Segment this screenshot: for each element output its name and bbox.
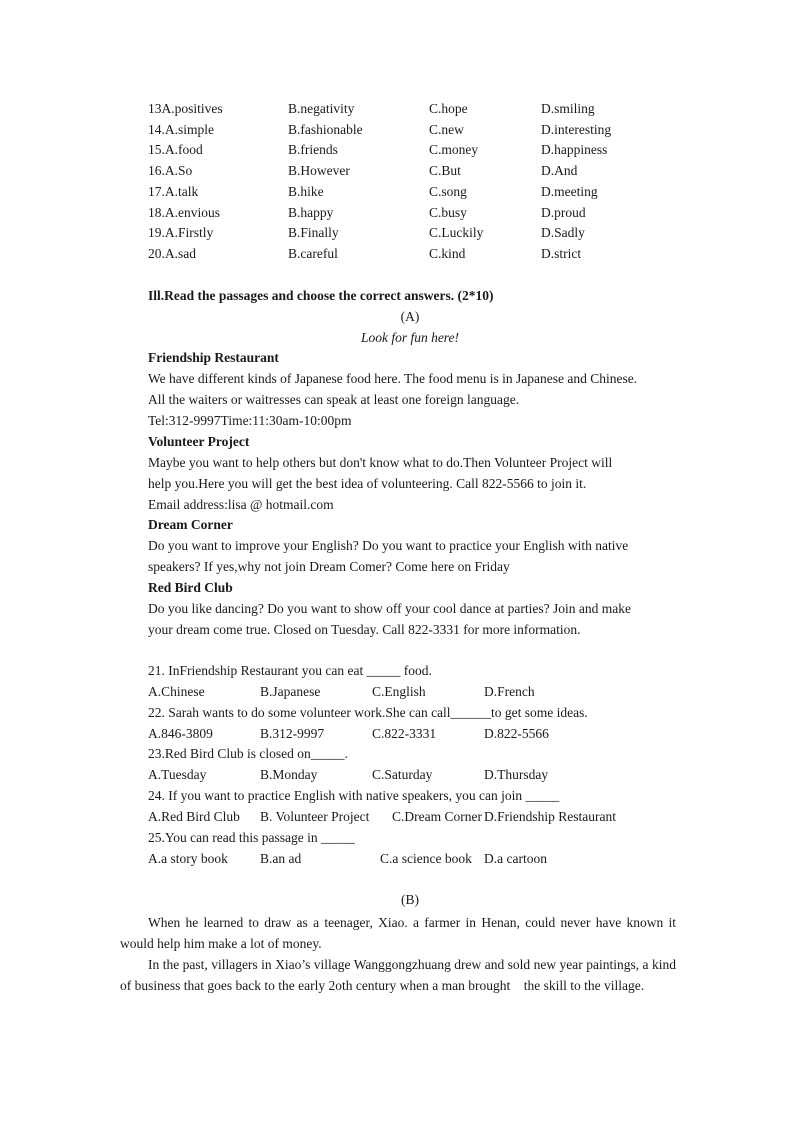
option-d: D.interesting (541, 122, 612, 137)
option-c: C.kind (429, 246, 466, 261)
option-b: B.careful (288, 246, 338, 261)
ad-line: your dream come true. Closed on Tuesday. Call 822-3331 for more information. (148, 622, 581, 637)
section-heading: Ill.Read the passages and choose the correct answers. (2*10) (148, 288, 494, 303)
option-a: 19.A.Firstly (148, 225, 214, 240)
option-c: C.new (429, 122, 464, 137)
option-b: B.Monday (260, 767, 318, 782)
option-c: C.Dream Corner (392, 809, 482, 824)
option-a: 20.A.sad (148, 246, 196, 261)
option-a: A.a story book (148, 851, 228, 866)
question-text: 25.You can read this passage in _____ (148, 830, 355, 845)
option-a: 17.A.talk (148, 184, 199, 199)
option-c: C.money (429, 142, 479, 157)
option-b: B.fashionable (288, 122, 363, 137)
option-d: D.meeting (541, 184, 598, 199)
option-a: A.Tuesday (148, 767, 207, 782)
option-a: A.846-3809 (148, 726, 213, 741)
option-b: B.312-9997 (260, 726, 325, 741)
ad-title: Friendship Restaurant (148, 350, 279, 365)
option-c: C.hope (429, 101, 468, 116)
option-b: B.However (288, 163, 350, 178)
option-d: D.Thursday (484, 767, 549, 782)
option-b: B.an ad (260, 851, 302, 866)
option-b: B. Volunteer Project (260, 809, 370, 824)
option-c: C.busy (429, 205, 467, 220)
option-a: 18.A.envious (148, 205, 220, 220)
passage-a-label: (A) (400, 309, 420, 324)
option-b: B.happy (288, 205, 334, 220)
option-d: D.Sadly (541, 225, 585, 240)
passage-b-paragraph: In the past, villagers in Xiao’s village Wanggongzhuang drew and sold new year paintings, a kind of business that goes back to the early 2oth century when a man brought the skill to the village. (120, 957, 676, 993)
ad-line: Do you want to improve your English? Do you want to practice your English with native (148, 538, 629, 553)
option-d: D.smiling (541, 101, 595, 116)
option-c: C.But (429, 163, 461, 178)
ad-line: All the waiters or waitresses can speak at least one foreign language. (148, 392, 520, 407)
question-text: 21. InFriendship Restaurant you can eat _____ food. (148, 663, 432, 678)
option-b: B.Finally (288, 225, 339, 240)
option-b: B.hike (288, 184, 324, 199)
option-a: 16.A.So (148, 163, 193, 178)
option-b: B.friends (288, 142, 338, 157)
passage-b-label: (B) (401, 892, 419, 907)
ad-title: Red Bird Club (148, 580, 233, 595)
option-c: C.a science book (380, 851, 472, 866)
option-d: D.a cartoon (484, 851, 547, 866)
option-b: B.Japanese (260, 684, 321, 699)
option-b: B.negativity (288, 101, 355, 116)
option-d: D.822-5566 (484, 726, 549, 741)
option-a: A.Red Bird Club (148, 809, 240, 824)
option-c: C.822-3331 (372, 726, 437, 741)
ad-line: Do you like dancing? Do you want to show off your cool dance at parties? Join and make (148, 601, 632, 616)
ad-line: Tel:312-9997Time:11:30am-10:00pm (148, 413, 352, 428)
option-d: D.strict (541, 246, 582, 261)
option-c: C.Luckily (429, 225, 484, 240)
option-a: 13A.positives (148, 101, 223, 116)
ad-line: help you.Here you will get the best idea of volunteering. Call 822-5566 to join it. (148, 476, 587, 491)
question-text: 22. Sarah wants to do some volunteer work.She can call______to get some ideas. (148, 705, 588, 720)
ad-line: speakers? If yes,why not join Dream Comer? Come here on Friday (148, 559, 510, 574)
option-c: C.English (372, 684, 426, 699)
option-a: 14.A.simple (148, 122, 214, 137)
option-d: D.French (484, 684, 535, 699)
ad-line: Maybe you want to help others but don't know what to do.Then Volunteer Project will (148, 455, 613, 470)
option-c: C.Saturday (372, 767, 433, 782)
option-d: D.happiness (541, 142, 608, 157)
ad-title: Dream Corner (148, 517, 233, 532)
ad-line: We have different kinds of Japanese food here. The food menu is in Japanese and Chinese. (148, 371, 638, 386)
option-d: D.proud (541, 205, 586, 220)
option-a: 15.A.food (148, 142, 203, 157)
question-text: 24. If you want to practice English with native speakers, you can join _____ (148, 788, 560, 803)
option-d: D.And (541, 163, 578, 178)
passage-a-subtitle: Look for fun here! (360, 330, 460, 345)
question-text: 23.Red Bird Club is closed on_____. (148, 746, 348, 761)
ad-line: Email address:lisa @ hotmail.com (148, 497, 334, 512)
passage-b-paragraph: When he learned to draw as a teenager, Xiao. a farmer in Henan, could never have known it would help him make a lot of money. (120, 915, 676, 951)
option-a: A.Chinese (148, 684, 205, 699)
option-d: D.Friendship Restaurant (484, 809, 616, 824)
option-c: C.song (429, 184, 467, 199)
ad-title: Volunteer Project (148, 434, 250, 449)
